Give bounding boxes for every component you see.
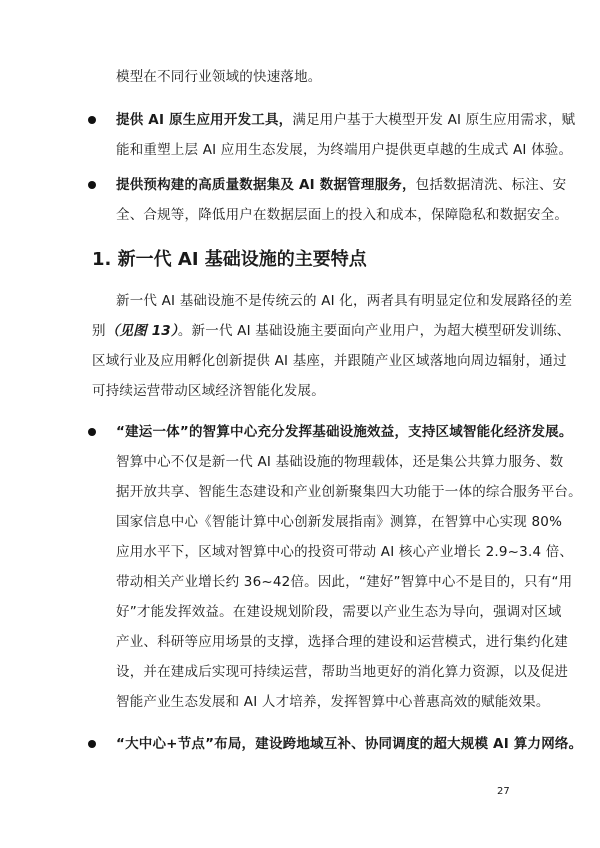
bullet-item-network-layout: “大中心+节点”布局，建设跨地域互补、协同调度的超大规模 AI 算力网络。 bbox=[116, 736, 583, 752]
bullet-item-computing-center: “建运一体”的智算中心充分发挥基础设施效益，支持区域智能化经济发展。 智算中心不仅是新一代 AI 基础设施的物理载体，还是集公共算力服务、数 据开放共享、智能生态建设和产业创新聚集四大功能于一体的综合服务平台。 国家信息中心《智能计算中心创新发展指南》测算，在智算中心实现 80% 应用水平下，区域对智算中心的投资可带动 AI 核心产业增长 2.9~3.4 倍、 带动相关产业增长约 36~42倍。因此，“建好”智算中心不是目的，只有“用 好”才能发挥效益。在建设规划阶段，需要以产业生态为导向，强调对区域 产业、科研等应用场景的支撑，选择合理的建设和运营模式，进行集约化建 设，并在建成后实现可持续运营，帮助当地更好的消化算力资源，以及促进 智能产业生态发展和 AI 人才培养，发挥智算中心普惠高效的赋能效果。 bbox=[116, 424, 582, 710]
bullet-dot bbox=[88, 181, 96, 189]
bullet-item-datasets: 提供预构建的高质量数据集及 AI 数据管理服务，包括数据清洗、标注、安 全、合规等，降低用户在数据层面上的投入和成本，保障隐私和数据安全。 bbox=[116, 177, 569, 223]
intro-tail-paragraph: 模型在不同行业领域的快速落地。 bbox=[116, 69, 322, 85]
bullet-dot bbox=[88, 740, 96, 748]
figure-reference: （见图 13） bbox=[105, 323, 178, 339]
bullet-dot bbox=[88, 428, 96, 436]
section-heading: 1. 新一代 AI 基础设施的主要特点 bbox=[92, 249, 367, 270]
bullet-item-ai-tools: 提供 AI 原生应用开发工具，满足用户基于大模型开发 AI 原生应用需求，赋 能和重塑上层 AI 应用生态发展，为终端用户提供更卓越的生成式 AI 体验。 bbox=[116, 112, 576, 158]
page-number: 27 bbox=[497, 786, 510, 797]
section-paragraph: 新一代 AI 基础设施不是传统云的 AI 化，两者具有明显定位和发展路径的差 别（见图 13）。新一代 AI 基础设施主要面向产业用户，为超大模型研发训练、 区域行业及应用孵化创新提供 AI 基座，并跟随产业区域落地向周边辐射，通过 可持续运营带动区域经济智能化发展。 bbox=[92, 293, 573, 399]
bullet-dot bbox=[88, 116, 96, 124]
